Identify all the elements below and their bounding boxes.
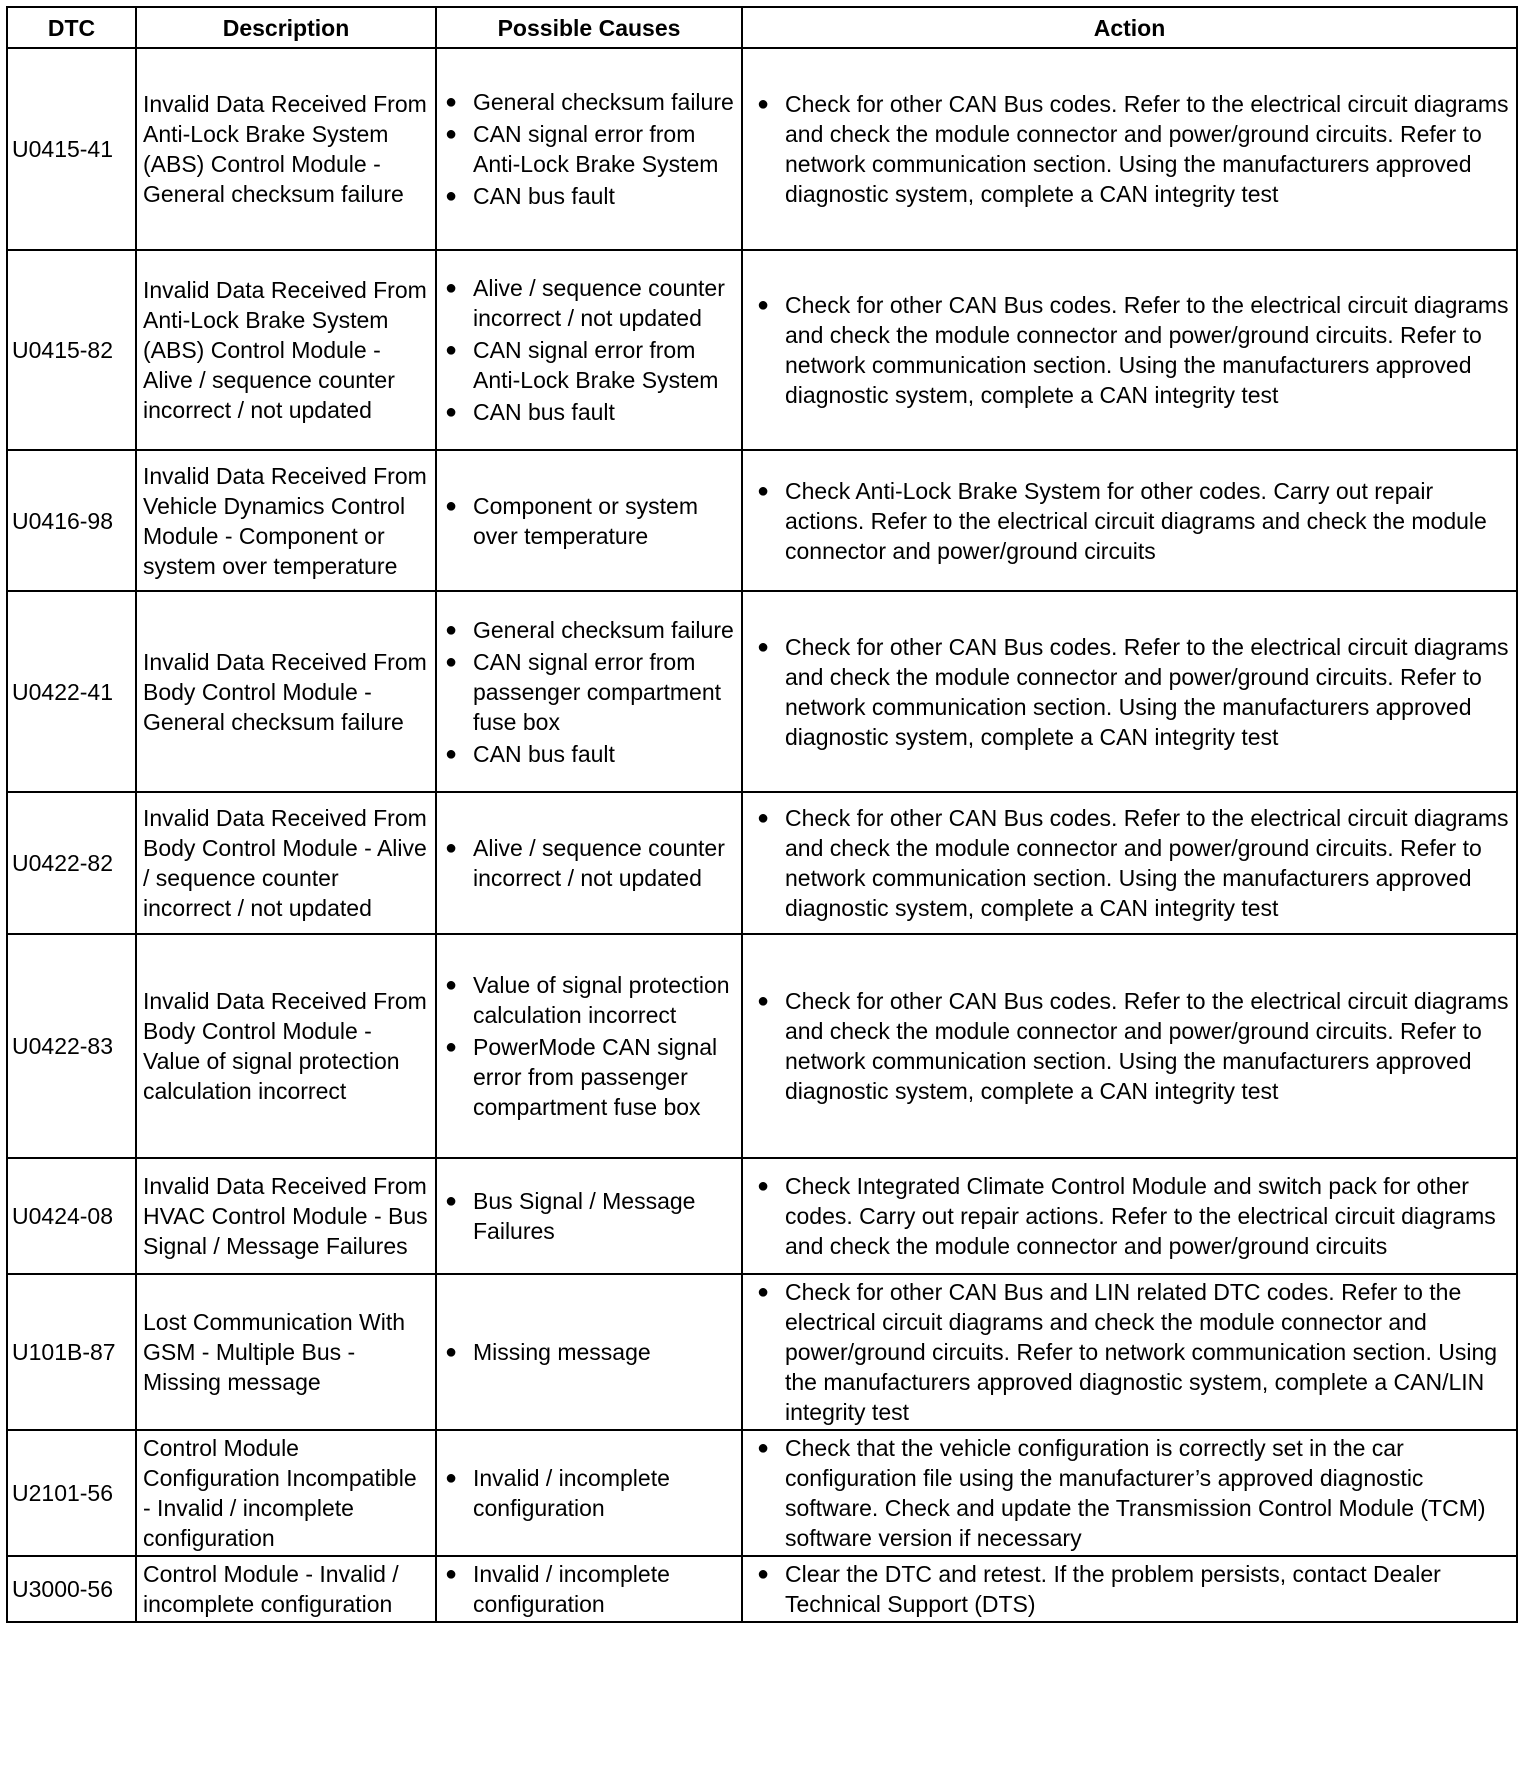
- header-dtc: DTC: [7, 7, 136, 48]
- table-row: [7, 450, 1517, 591]
- possible-cause-item: ● Invalid / incomplete configuration: [443, 1463, 735, 1523]
- table-row: [7, 250, 1517, 450]
- action-cell: [742, 1556, 1517, 1622]
- dtc-code: U3000-56: [7, 1556, 136, 1622]
- table-body: [7, 48, 1517, 1622]
- possible-cause-item: ● General checksum failure: [443, 87, 735, 117]
- table-row: [7, 591, 1517, 792]
- possible-causes-list: [443, 1186, 735, 1246]
- action-item: ● Check for other CAN Bus codes. Refer to the electrical circuit diagrams and check the module connector and power/ground circuits. Refer to network communication section. Using the manufacturers approved diagnostic system, complete a CAN integrity test: [749, 986, 1510, 1106]
- dtc-code: U101B-87: [7, 1274, 136, 1430]
- dtc-description: Lost Communication With GSM - Multiple Bus - Missing message: [136, 1274, 436, 1430]
- action-item: ● Check for other CAN Bus codes. Refer to the electrical circuit diagrams and check the module connector and power/ground circuits. Refer to network communication section. Using the manufacturers approved diagnostic system, complete a CAN integrity test: [749, 803, 1510, 923]
- action-list: [749, 632, 1510, 752]
- action-item: ● Check that the vehicle configuration is correctly set in the car configuration file using the manufacturer’s approved diagnostic software. Check and update the Transmission Control Module (TCM) software version if necessary: [749, 1433, 1510, 1553]
- possible-cause-item: ● Value of signal protection calculation incorrect: [443, 970, 735, 1030]
- action-item: ● Check for other CAN Bus codes. Refer to the electrical circuit diagrams and check the module connector and power/ground circuits. Refer to network communication section. Using the manufacturers approved diagnostic system, complete a CAN integrity test: [749, 290, 1510, 410]
- action-list: [749, 290, 1510, 410]
- action-list: [749, 803, 1510, 923]
- action-list: [749, 986, 1510, 1106]
- possible-cause-item: ● CAN signal error from passenger compartment fuse box: [443, 647, 735, 737]
- possible-cause-item: ● Alive / sequence counter incorrect / not updated: [443, 833, 735, 893]
- possible-causes-cell: [436, 934, 742, 1158]
- possible-cause-item: ● CAN signal error from Anti-Lock Brake System: [443, 335, 735, 395]
- action-cell: [742, 934, 1517, 1158]
- header-description: Description: [136, 7, 436, 48]
- table-row: [7, 934, 1517, 1158]
- possible-cause-item: ● CAN bus fault: [443, 181, 735, 211]
- dtc-code: U0422-41: [7, 591, 136, 792]
- possible-causes-list: [443, 1337, 735, 1367]
- action-list: [749, 1433, 1510, 1553]
- action-item: ● Check for other CAN Bus and LIN related DTC codes. Refer to the electrical circuit diagrams and check the module connector and power/ground circuits. Refer to network communication section. Using the manufacturers approved diagnostic system, complete a CAN/LIN integrity test: [749, 1277, 1510, 1427]
- action-item: ● Check for other CAN Bus codes. Refer to the electrical circuit diagrams and check the module connector and power/ground circuits. Refer to network communication section. Using the manufacturers approved diagnostic system, complete a CAN integrity test: [749, 89, 1510, 209]
- table-row: [7, 1158, 1517, 1274]
- action-cell: [742, 1158, 1517, 1274]
- possible-causes-list: [443, 970, 735, 1122]
- dtc-code: U2101-56: [7, 1430, 136, 1556]
- dtc-description: Invalid Data Received From HVAC Control Module - Bus Signal / Message Failures: [136, 1158, 436, 1274]
- dtc-description: Invalid Data Received From Body Control Module - Value of signal protection calculation incorrect: [136, 934, 436, 1158]
- table-row: [7, 792, 1517, 934]
- action-cell: [742, 1274, 1517, 1430]
- header-possible-causes: Possible Causes: [436, 7, 742, 48]
- header-row: [7, 7, 1517, 48]
- dtc-description: Invalid Data Received From Vehicle Dynamics Control Module - Component or system over temperature: [136, 450, 436, 591]
- possible-cause-item: ● Alive / sequence counter incorrect / not updated: [443, 273, 735, 333]
- possible-causes-list: [443, 1463, 735, 1523]
- action-cell: [742, 1430, 1517, 1556]
- dtc-description: Invalid Data Received From Body Control Module - Alive / sequence counter incorrect / not updated: [136, 792, 436, 934]
- header-action: Action: [742, 7, 1517, 48]
- action-cell: [742, 591, 1517, 792]
- action-item: ● Check Anti-Lock Brake System for other codes. Carry out repair actions. Refer to the electrical circuit diagrams and check the module connector and power/ground circuits: [749, 476, 1510, 566]
- dtc-description: Invalid Data Received From Anti-Lock Brake System (ABS) Control Module - Alive / sequence counter incorrect / not updated: [136, 250, 436, 450]
- action-item: ● Check Integrated Climate Control Module and switch pack for other codes. Carry out repair actions. Refer to the electrical circuit diagrams and check the module connector and power/ground circuits: [749, 1171, 1510, 1261]
- possible-causes-list: [443, 833, 735, 893]
- possible-causes-cell: [436, 48, 742, 250]
- possible-causes-list: [443, 273, 735, 427]
- dtc-code: U0415-41: [7, 48, 136, 250]
- dtc-code: U0415-82: [7, 250, 136, 450]
- action-cell: [742, 48, 1517, 250]
- possible-causes-list: [443, 87, 735, 211]
- possible-cause-item: ● Missing message: [443, 1337, 735, 1367]
- possible-causes-cell: [436, 792, 742, 934]
- table-row: [7, 1556, 1517, 1622]
- possible-causes-cell: [436, 1430, 742, 1556]
- possible-cause-item: ● CAN signal error from Anti-Lock Brake System: [443, 119, 735, 179]
- action-item: ● Check for other CAN Bus codes. Refer to the electrical circuit diagrams and check the module connector and power/ground circuits. Refer to network communication section. Using the manufacturers approved diagnostic system, complete a CAN integrity test: [749, 632, 1510, 752]
- dtc-description: Control Module Configuration Incompatible - Invalid / incomplete configuration: [136, 1430, 436, 1556]
- possible-cause-item: ● CAN bus fault: [443, 397, 735, 427]
- action-list: [749, 1559, 1510, 1619]
- possible-causes-cell: [436, 591, 742, 792]
- dtc-description: Control Module - Invalid / incomplete configuration: [136, 1556, 436, 1622]
- possible-cause-item: ● General checksum failure: [443, 615, 735, 645]
- possible-cause-item: ● CAN bus fault: [443, 739, 735, 769]
- table-row: [7, 1430, 1517, 1556]
- possible-causes-list: [443, 615, 735, 769]
- possible-causes-cell: [436, 1274, 742, 1430]
- possible-causes-cell: [436, 1158, 742, 1274]
- possible-cause-item: ● Invalid / incomplete configuration: [443, 1559, 735, 1619]
- possible-cause-item: ● Bus Signal / Message Failures: [443, 1186, 735, 1246]
- dtc-code: U0422-82: [7, 792, 136, 934]
- action-cell: [742, 450, 1517, 591]
- possible-causes-list: [443, 491, 735, 551]
- action-list: [749, 476, 1510, 566]
- action-list: [749, 1277, 1510, 1427]
- dtc-description: Invalid Data Received From Anti-Lock Brake System (ABS) Control Module - General checksum failure: [136, 48, 436, 250]
- dtc-code: U0422-83: [7, 934, 136, 1158]
- possible-causes-cell: [436, 250, 742, 450]
- action-list: [749, 1171, 1510, 1261]
- possible-causes-cell: [436, 450, 742, 591]
- table-row: [7, 48, 1517, 250]
- dtc-code: U0416-98: [7, 450, 136, 591]
- action-list: [749, 89, 1510, 209]
- dtc-table: [6, 6, 1518, 1623]
- action-item: ● Clear the DTC and retest. If the problem persists, contact Dealer Technical Support (DTS): [749, 1559, 1510, 1619]
- action-cell: [742, 792, 1517, 934]
- table-row: [7, 1274, 1517, 1430]
- possible-cause-item: ● PowerMode CAN signal error from passenger compartment fuse box: [443, 1032, 735, 1122]
- dtc-code: U0424-08: [7, 1158, 136, 1274]
- possible-causes-cell: [436, 1556, 742, 1622]
- action-cell: [742, 250, 1517, 450]
- possible-cause-item: ● Component or system over temperature: [443, 491, 735, 551]
- dtc-description: Invalid Data Received From Body Control Module - General checksum failure: [136, 591, 436, 792]
- possible-causes-list: [443, 1559, 735, 1619]
